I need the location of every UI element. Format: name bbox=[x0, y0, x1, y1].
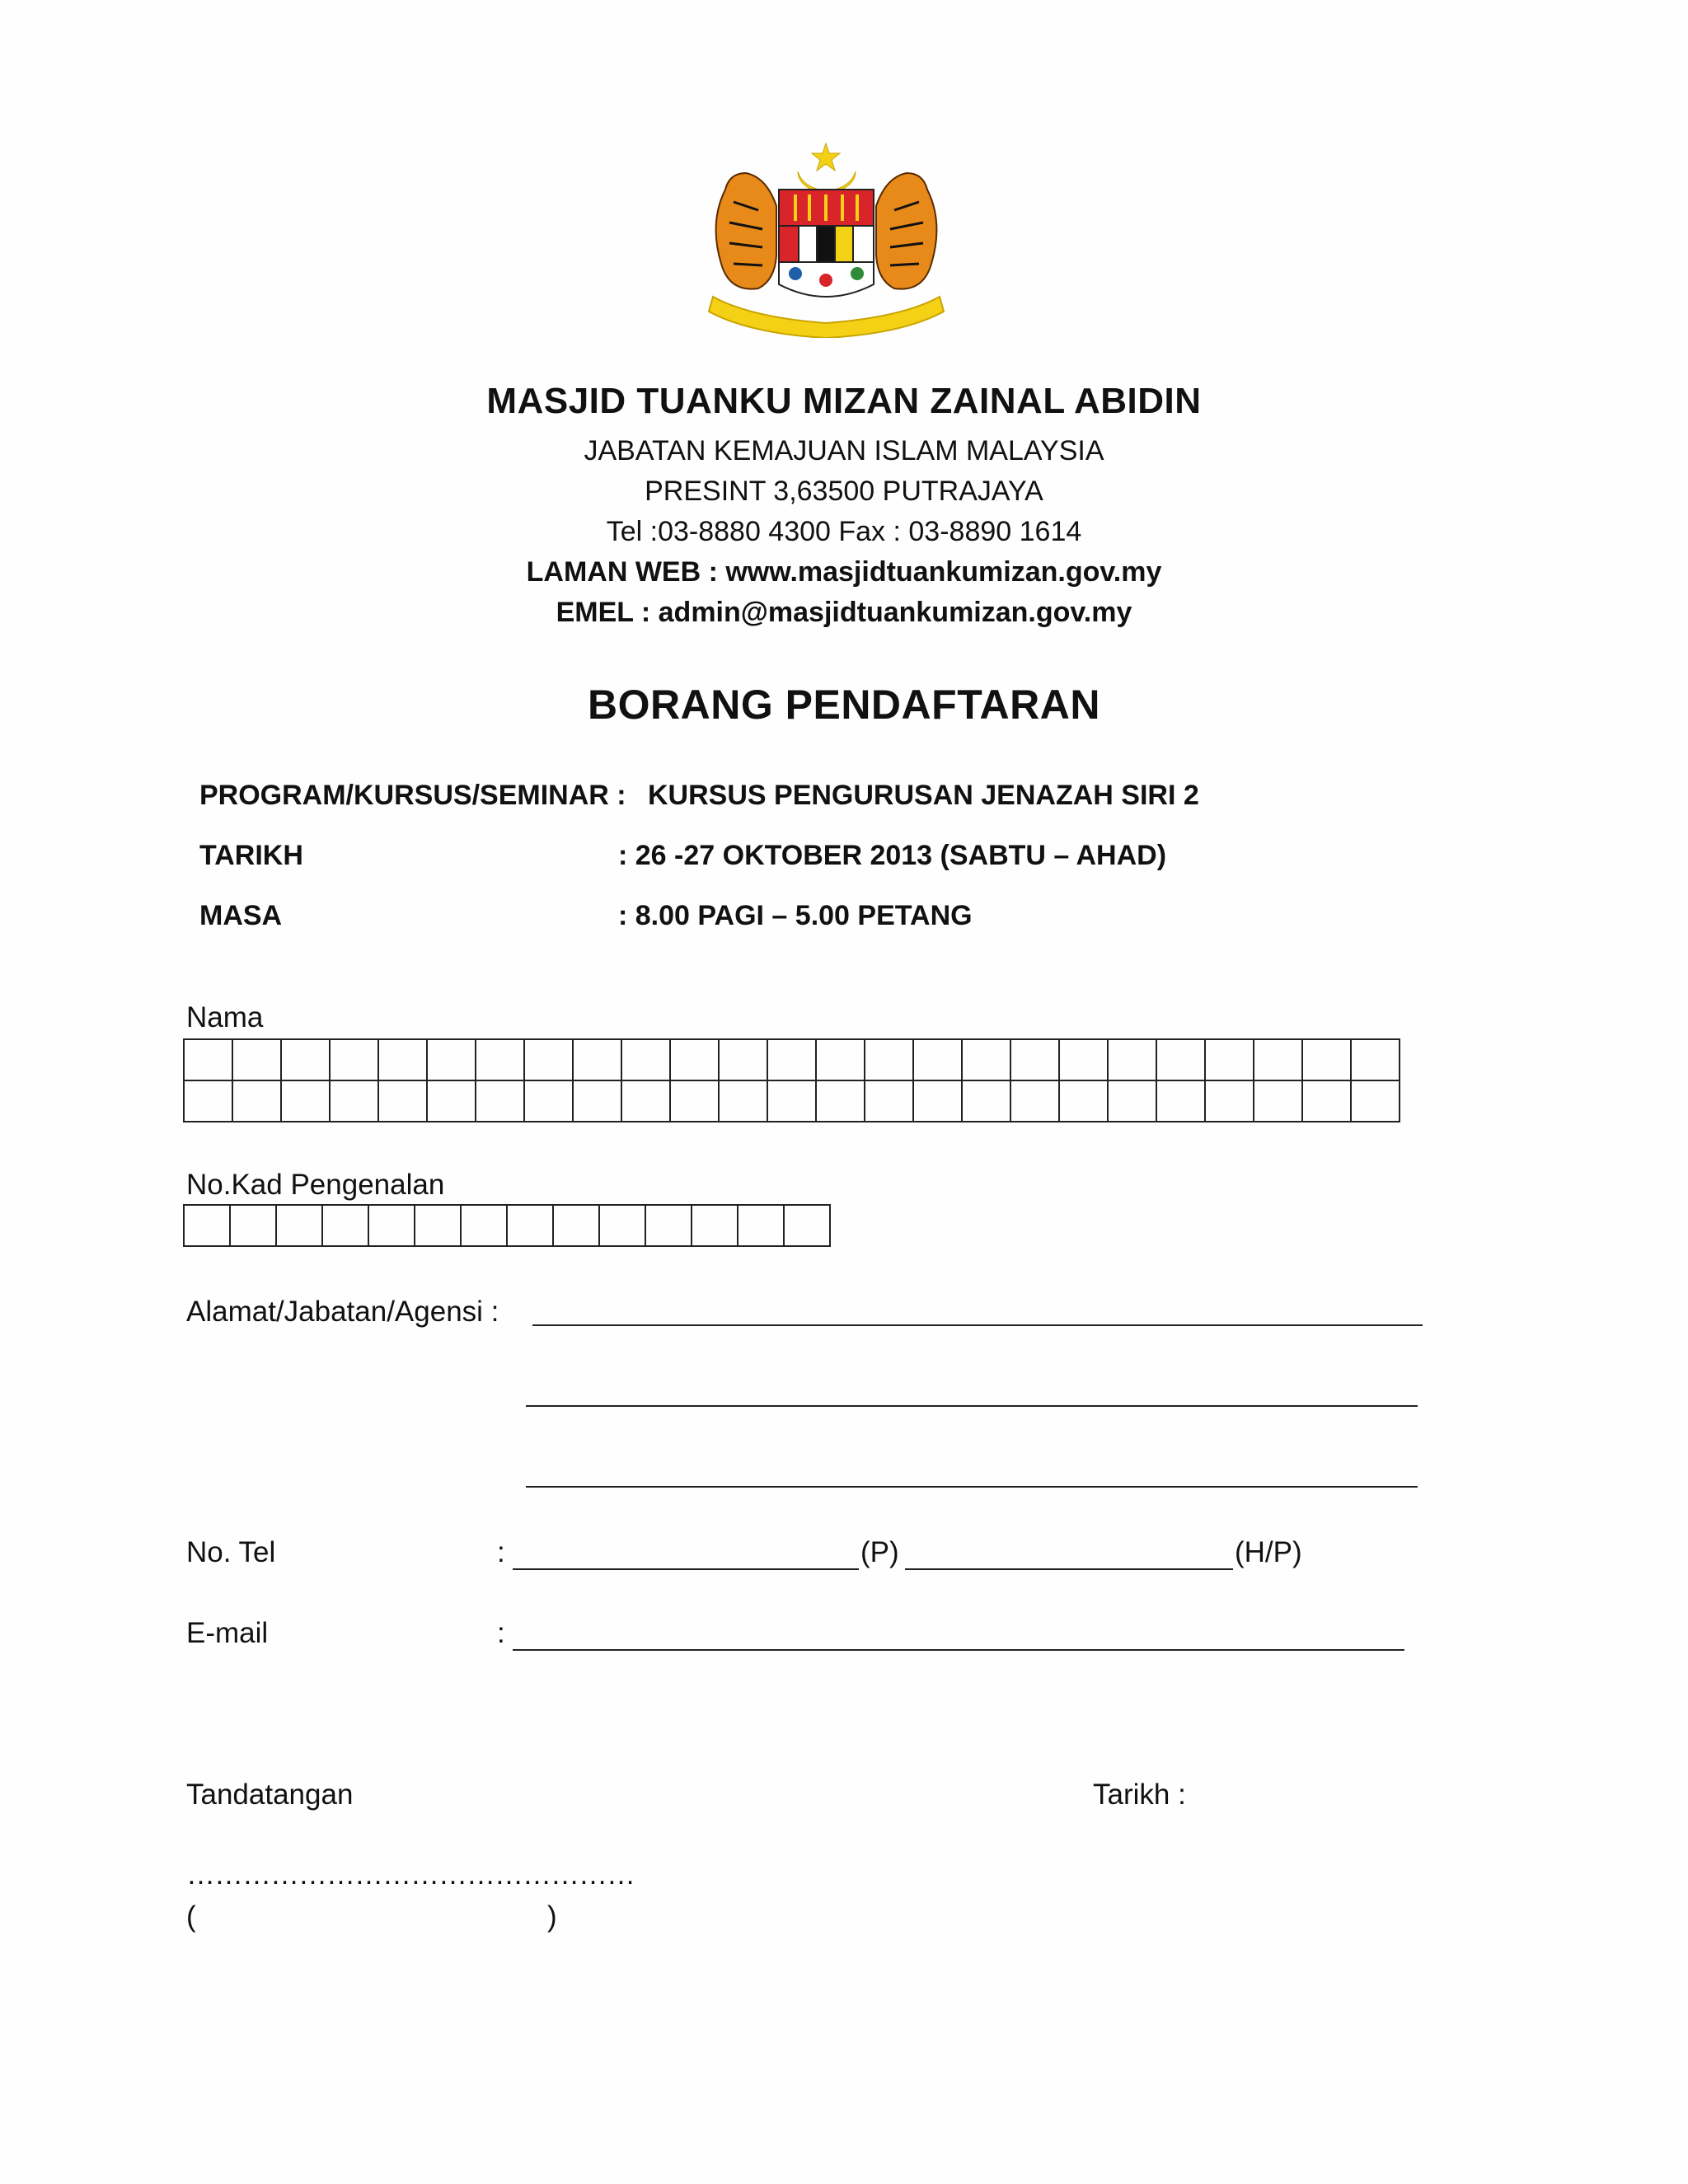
name-char-cell[interactable] bbox=[865, 1039, 913, 1080]
ic-digit-cell[interactable] bbox=[230, 1205, 276, 1246]
name-char-cell[interactable] bbox=[524, 1039, 573, 1080]
name-char-row bbox=[184, 1080, 1400, 1122]
name-char-cell[interactable] bbox=[330, 1039, 378, 1080]
name-char-cell[interactable] bbox=[378, 1039, 427, 1080]
form-title: BORANG PENDAFTARAN bbox=[588, 682, 1100, 728]
tel-office-suffix: (P) bbox=[860, 1536, 899, 1568]
signature-paren-open: ( bbox=[186, 1900, 196, 1933]
name-char-cell[interactable] bbox=[670, 1039, 719, 1080]
name-char-cell[interactable] bbox=[962, 1039, 1010, 1080]
address-line: PRESINT 3,63500 PUTRAJAYA bbox=[645, 476, 1043, 507]
name-char-cell[interactable] bbox=[767, 1039, 816, 1080]
time-value: : 8.00 PAGI – 5.00 PETANG bbox=[618, 900, 973, 931]
name-char-cell[interactable] bbox=[1254, 1039, 1302, 1080]
mosque-name: MASJID TUANKU MIZAN ZAINAL ABIDIN bbox=[486, 381, 1202, 421]
name-char-cell[interactable] bbox=[427, 1039, 476, 1080]
date-label: TARIKH bbox=[199, 840, 303, 871]
ic-digit-cell[interactable] bbox=[368, 1205, 415, 1246]
name-char-cell[interactable] bbox=[281, 1080, 330, 1122]
name-char-cell[interactable] bbox=[378, 1080, 427, 1122]
name-char-cell[interactable] bbox=[767, 1080, 816, 1122]
name-char-cell[interactable] bbox=[816, 1080, 865, 1122]
ic-digit-cell[interactable] bbox=[738, 1205, 784, 1246]
name-char-cell[interactable] bbox=[1108, 1080, 1156, 1122]
signature-date-label: Tarikh : bbox=[1093, 1779, 1186, 1811]
name-char-cell[interactable] bbox=[621, 1039, 670, 1080]
name-char-cell[interactable] bbox=[330, 1080, 378, 1122]
email-input[interactable] bbox=[513, 1649, 1404, 1651]
email-line: EMEL : admin@masjidtuankumizan.gov.my bbox=[556, 597, 1132, 628]
name-char-cell[interactable] bbox=[670, 1080, 719, 1122]
signature-paren-close: ) bbox=[547, 1900, 557, 1933]
ic-digit-cell[interactable] bbox=[415, 1205, 461, 1246]
name-char-cell[interactable] bbox=[913, 1039, 962, 1080]
name-char-cell[interactable] bbox=[1205, 1039, 1254, 1080]
name-label: Nama bbox=[186, 1001, 264, 1033]
date-value: : 26 -27 OKTOBER 2013 (SABTU – AHAD) bbox=[618, 840, 1167, 871]
name-char-cell[interactable] bbox=[1302, 1039, 1351, 1080]
ic-digit-cell[interactable] bbox=[322, 1205, 368, 1246]
name-char-cell[interactable] bbox=[816, 1039, 865, 1080]
address-label: Alamat/Jabatan/Agensi : bbox=[186, 1296, 499, 1328]
program-value: KURSUS PENGURUSAN JENAZAH SIRI 2 bbox=[648, 780, 1199, 811]
email-colon: : bbox=[497, 1617, 505, 1649]
name-char-cell[interactable] bbox=[962, 1080, 1010, 1122]
name-char-cell[interactable] bbox=[621, 1080, 670, 1122]
name-char-cell[interactable] bbox=[524, 1080, 573, 1122]
website-line: LAMAN WEB : www.masjidtuankumizan.gov.my bbox=[526, 556, 1162, 588]
tel-label: No. Tel bbox=[186, 1536, 276, 1568]
time-label: MASA bbox=[199, 900, 283, 931]
signature-dotted-line[interactable]: ………………………………………… bbox=[186, 1858, 635, 1891]
name-char-cell[interactable] bbox=[232, 1080, 281, 1122]
ic-digit-cell[interactable] bbox=[645, 1205, 692, 1246]
ic-digit-cell[interactable] bbox=[461, 1205, 507, 1246]
name-char-cell[interactable] bbox=[1010, 1039, 1059, 1080]
ic-digit-cell[interactable] bbox=[784, 1205, 830, 1246]
phone-fax-line: Tel :03-8880 4300 Fax : 03-8890 1614 bbox=[606, 516, 1082, 547]
program-label: PROGRAM/KURSUS/SEMINAR : bbox=[199, 780, 626, 811]
ic-digit-cell[interactable] bbox=[276, 1205, 322, 1246]
name-char-cell[interactable] bbox=[865, 1080, 913, 1122]
name-char-cell[interactable] bbox=[1156, 1039, 1205, 1080]
name-char-cell[interactable] bbox=[476, 1080, 524, 1122]
address-line-2[interactable] bbox=[526, 1405, 1418, 1407]
name-char-cell[interactable] bbox=[1302, 1080, 1351, 1122]
name-char-cell[interactable] bbox=[476, 1039, 524, 1080]
tel-office-input[interactable] bbox=[513, 1568, 859, 1570]
tel-colon: : bbox=[497, 1536, 505, 1568]
name-char-cell[interactable] bbox=[719, 1039, 767, 1080]
name-char-cell[interactable] bbox=[573, 1080, 621, 1122]
name-input-grid[interactable] bbox=[183, 1038, 1400, 1122]
name-char-cell[interactable] bbox=[1205, 1080, 1254, 1122]
ic-input-grid[interactable] bbox=[183, 1204, 831, 1247]
ic-digit-cell[interactable] bbox=[507, 1205, 553, 1246]
name-char-cell[interactable] bbox=[1059, 1080, 1108, 1122]
name-char-row bbox=[184, 1039, 1400, 1080]
name-char-cell[interactable] bbox=[232, 1039, 281, 1080]
name-char-cell[interactable] bbox=[1010, 1080, 1059, 1122]
department-name: JABATAN KEMAJUAN ISLAM MALAYSIA bbox=[584, 435, 1104, 466]
name-char-cell[interactable] bbox=[573, 1039, 621, 1080]
name-char-cell[interactable] bbox=[427, 1080, 476, 1122]
name-char-cell[interactable] bbox=[281, 1039, 330, 1080]
name-char-cell[interactable] bbox=[1254, 1080, 1302, 1122]
tel-mobile-suffix: (H/P) bbox=[1235, 1536, 1302, 1568]
email-label: E-mail bbox=[186, 1617, 269, 1649]
name-char-cell[interactable] bbox=[1108, 1039, 1156, 1080]
ic-digit-cell[interactable] bbox=[692, 1205, 738, 1246]
name-char-cell[interactable] bbox=[719, 1080, 767, 1122]
name-char-cell[interactable] bbox=[1156, 1080, 1205, 1122]
signature-label: Tandatangan bbox=[186, 1779, 354, 1811]
name-char-cell[interactable] bbox=[1059, 1039, 1108, 1080]
ic-digit-cell[interactable] bbox=[184, 1205, 230, 1246]
address-line-3[interactable] bbox=[526, 1486, 1418, 1488]
name-char-cell[interactable] bbox=[1351, 1039, 1400, 1080]
name-char-cell[interactable] bbox=[913, 1080, 962, 1122]
address-line-1[interactable] bbox=[532, 1324, 1423, 1326]
ic-digit-cell[interactable] bbox=[553, 1205, 599, 1246]
ic-label: No.Kad Pengenalan bbox=[186, 1169, 445, 1201]
tel-mobile-input[interactable] bbox=[905, 1568, 1233, 1570]
ic-digit-cell[interactable] bbox=[599, 1205, 645, 1246]
ic-digit-row bbox=[184, 1205, 830, 1246]
name-char-cell[interactable] bbox=[184, 1080, 232, 1122]
coat-of-arms-icon bbox=[701, 140, 952, 338]
name-char-cell[interactable] bbox=[1351, 1080, 1400, 1122]
name-char-cell[interactable] bbox=[184, 1039, 232, 1080]
